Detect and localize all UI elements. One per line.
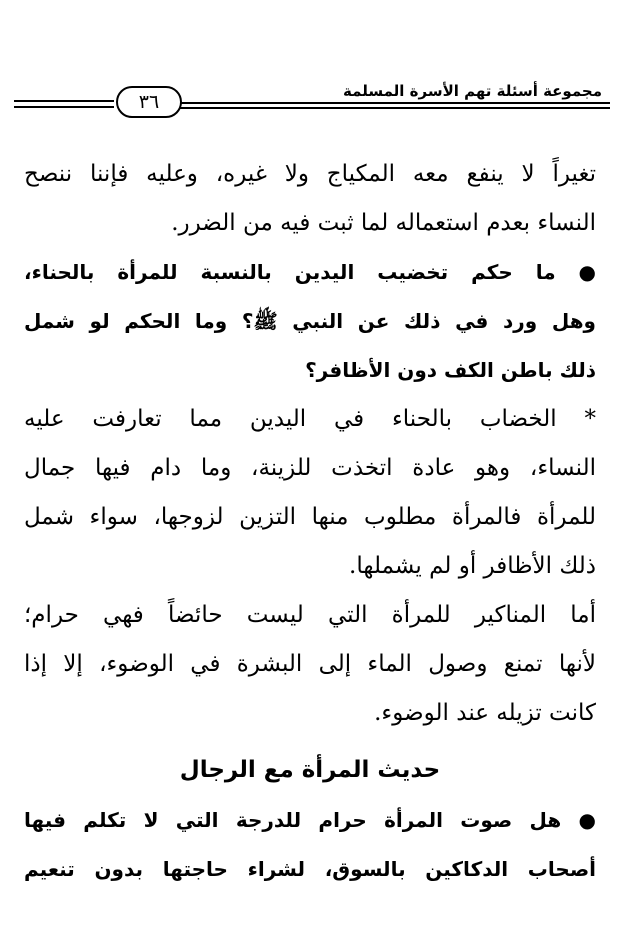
text-line: كانت تزيله عند الوضوء.: [374, 700, 596, 726]
answer-line: النساء، وهو عادة اتخذت للزينة، وما دام فيها جمال: [24, 455, 596, 481]
header-title: مجموعة أسئلة تهم الأسرة المسلمة: [343, 82, 602, 100]
page-body: [24, 150, 596, 894]
question-line: ● هل صوت المرأة حرام للدرجة التي لا تكلم فيها: [24, 808, 596, 832]
answer-line: للمرأة فالمرأة مطلوب منها التزين لزوجها، سواء شمل: [24, 504, 596, 530]
text-line: لأنها تمنع وصول الماء إلى البشرة في الوضوء، إلا إذا: [24, 651, 596, 677]
question-line: أصحاب الدكاكين بالسوق، لشراء حاجتها بدون تنعيم: [24, 857, 596, 881]
question-line: وهل ورد في ذلك عن النبي ﷺ؟ وما الحكم لو شمل: [24, 309, 596, 333]
running-header: [14, 78, 610, 122]
text-line: تغيراً لا ينفع معه المكياج ولا غيره، وعليه فإننا ننصح: [24, 161, 596, 187]
page-number: ٣٦: [116, 86, 182, 118]
header-rule-thin: [180, 108, 610, 109]
question-line: ● ما حكم تخضيب اليدين بالنسبة للمرأة بالحناء،: [24, 260, 596, 284]
header-rule-short: [14, 100, 114, 108]
text-line: النساء بعدم استعماله لما ثبت فيه من الضرر.: [171, 210, 596, 236]
section-title: حديث المرأة مع الرجال: [179, 757, 441, 783]
answer-line: ذلك الأظافر أو لم يشملها.: [349, 553, 596, 579]
question-line: ذلك باطن الكف دون الأظافر؟: [305, 358, 596, 382]
answer-line: * الخضاب بالحناء في اليدين مما تعارفت عليه: [24, 406, 596, 432]
text-line: أما المناكير للمرأة التي ليست حائضاً فهي حرام؛: [24, 602, 596, 628]
